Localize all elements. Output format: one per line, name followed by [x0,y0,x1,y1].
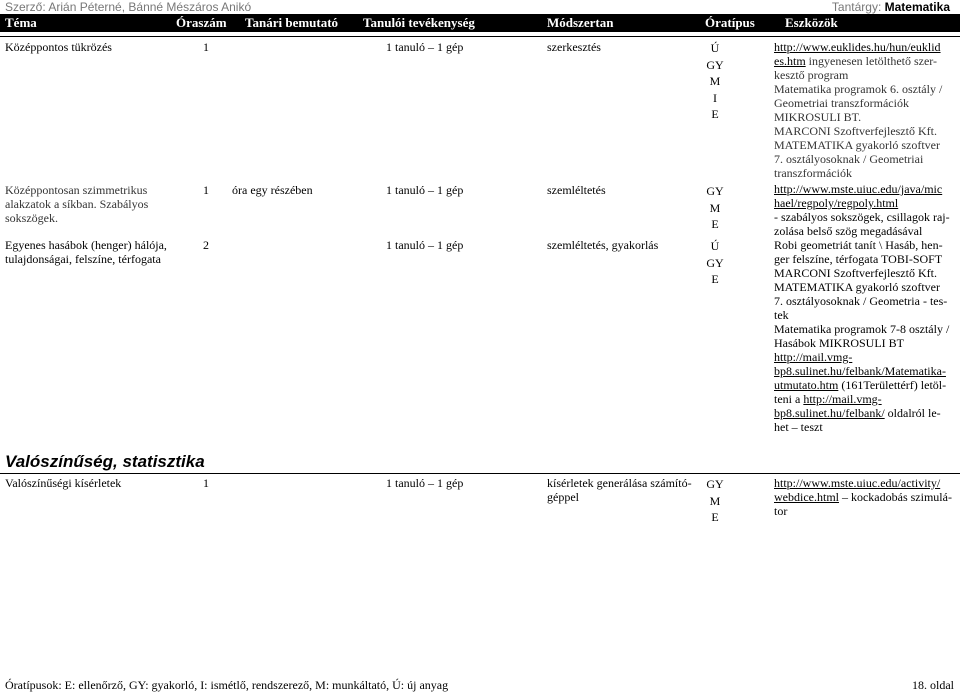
euklides-link-cont[interactable]: es.htm [774,54,806,68]
oratipus-code: GY [706,57,724,72]
row4-tanuloi: 1 tanuló – 1 gép [386,476,464,490]
eszkoz-text: tor [774,504,788,518]
webdice-link-cont[interactable]: webdice.html [774,490,839,504]
row2-oraszam: 1 [203,183,209,197]
row3-modszertan: szemléltetés, gyakorlás [547,238,659,252]
oratipus-code: GY [706,477,724,491]
oratipus-code: E [711,510,719,524]
tema-line: Egyenes hasábok (henger) hálója, [5,238,167,252]
eszkoz-text: Hasábok MIKROSULI BT [774,336,904,350]
oratipus-code: M [709,200,721,215]
eszkoz-text: (161Területtérf) letöl- [838,378,947,392]
header-tanuloi: Tanulói tevékenység [363,15,475,30]
eszkoz-text: MATEMATIKA gyakorló szoftver [774,280,940,294]
row2-tanari: óra egy részében [232,183,313,197]
eszkoz-text: 7. osztályosoknak / Geometriai [774,152,924,166]
eszkoz-text: MARCONI Szoftverfejlesztő Kft. [774,124,937,138]
tema-line: alakzatok a síkban. Szabályos [5,197,149,211]
webdice-link[interactable]: http://www.mste.uiuc.edu/activity/ [774,476,941,490]
vmg-link-2[interactable]: http://mail.vmg- [803,392,882,406]
header-oraszam: Óraszám [176,15,227,30]
row1-oratipus [700,40,730,123]
mste-regpoly-link-cont[interactable]: hael/regpoly/regpoly.html [774,196,899,210]
eszkoz-text: het – teszt [774,420,823,434]
header-rule [0,36,960,37]
eszkoz-text: ger felszíne, térfogata TOBI-SOFT [774,252,943,266]
eszkoz-text: Matematika programok 6. osztály / [774,82,943,96]
header-eszkozok: Eszközök [785,15,838,30]
row3-tanuloi: 1 tanuló – 1 gép [386,238,464,252]
eszkozok-block-1 [774,40,942,180]
section-title: Valószínűség, statisztika [5,452,205,471]
tema-line: Középpontosan szimmetrikus [5,183,148,197]
eszkoz-text: Robi geometriát tanít \ Hasáb, hen- [774,238,943,252]
subject-value: Matematika [884,0,950,14]
eszkoz-text: Matematika programok 7-8 osztály / [774,322,950,336]
oratipus-code: E [711,272,719,286]
page-number: 18. oldal [912,678,954,692]
oratipus-code: M [709,493,721,508]
eszkoz-text: oldalról le- [884,406,941,420]
author-line: Szerző: Arián Péterné, Bánné Mészáros Anikó [5,0,252,14]
oratipus-code: Ú [710,41,720,55]
row1-tanuloi: 1 tanuló – 1 gép [386,40,464,54]
header-tema: Téma [5,15,37,30]
row2-modszertan: szemléltetés [547,183,606,197]
row1-tema: Középpontos tükrözés [5,40,112,54]
oratipus-code: E [711,217,719,231]
euklides-link[interactable]: http://www.euklides.hu/hun/euklid [774,40,941,54]
oratipus-code: I [713,90,717,105]
tema-line: tulajdonságai, felszíne, térfogata [5,252,161,266]
eszkoz-text: tek [774,308,789,322]
oratipus-code: GY [706,255,724,270]
eszkoz-text: Geometriai transzformációk [774,96,909,110]
header-oratipus: Óratípus [705,15,755,30]
table-header [0,14,960,32]
row4-oraszam: 1 [203,476,209,490]
header-tanari: Tanári bemutató [245,15,339,30]
header-modszertan: Módszertan [547,15,614,30]
eszkozok-block-2 [774,182,950,238]
modszertan-line: géppel [547,490,579,504]
eszkoz-text: teni a [774,392,804,406]
eszkoz-text: – kockadobás szimulá- [838,490,952,504]
vmg-link-2-cont[interactable]: bp8.sulinet.hu/felbank/ [774,406,885,420]
vmg-link-end[interactable]: utmutato.htm [774,378,839,392]
subject-line [832,0,950,14]
oratipus-code: Ú [710,239,720,253]
modszertan-line: kísérletek generálása számító- [547,476,692,490]
eszkoz-text: 7. osztályosoknak / Geometria - tes- [774,294,948,308]
tema-line: sokszögek. [5,211,58,225]
row2-tanuloi: 1 tanuló – 1 gép [386,183,464,197]
eszkoz-text: transzformációk [774,166,852,180]
eszkoz-text: kesztő program [774,68,849,82]
vmg-link[interactable]: http://mail.vmg- [774,350,853,364]
subject-label: Tantárgy: [831,0,882,14]
section-rule [0,473,960,474]
oratipus-code: GY [706,184,724,198]
eszkoz-text: MATEMATIKA gyakorló szoftver [774,138,940,152]
vmg-link-cont[interactable]: bp8.sulinet.hu/felbank/Matematika- [774,364,946,378]
row1-modszertan: szerkesztés [547,40,601,54]
row4-eszkozok [774,476,952,518]
row4-oratipus [700,476,730,526]
eszkoz-text: ingyenesen letölthető szer- [805,54,938,68]
eszkoz-text: - szabályos sokszögek, csillagok raj- [774,210,950,224]
row2-tema [5,183,148,225]
row2-oratipus [700,183,730,233]
eszkoz-text: MARCONI Szoftverfejlesztő Kft. [774,266,937,280]
row4-modszertan [547,476,692,504]
oratipus-legend: Óratípusok: E: ellenőrző, GY: gyakorló, I: ismétlő, rendszerező, M: munkáltató, Ú: új anyag [5,678,449,692]
row3-tema [5,238,167,266]
mste-regpoly-link[interactable]: http://www.mste.uiuc.edu/java/mic [774,182,943,196]
row3-oraszam: 2 [203,238,209,252]
eszkoz-text: zolása belső szög megadásával [774,224,923,238]
row1-oraszam: 1 [203,40,209,54]
row4-tema: Valószínűségi kísérletek [5,476,122,490]
oratipus-code: M [709,74,721,88]
eszkozok-block-3 [774,238,949,434]
oratipus-code: E [711,107,719,121]
row3-oratipus [700,238,730,288]
eszkoz-text: MIKROSULI BT. [774,110,862,124]
